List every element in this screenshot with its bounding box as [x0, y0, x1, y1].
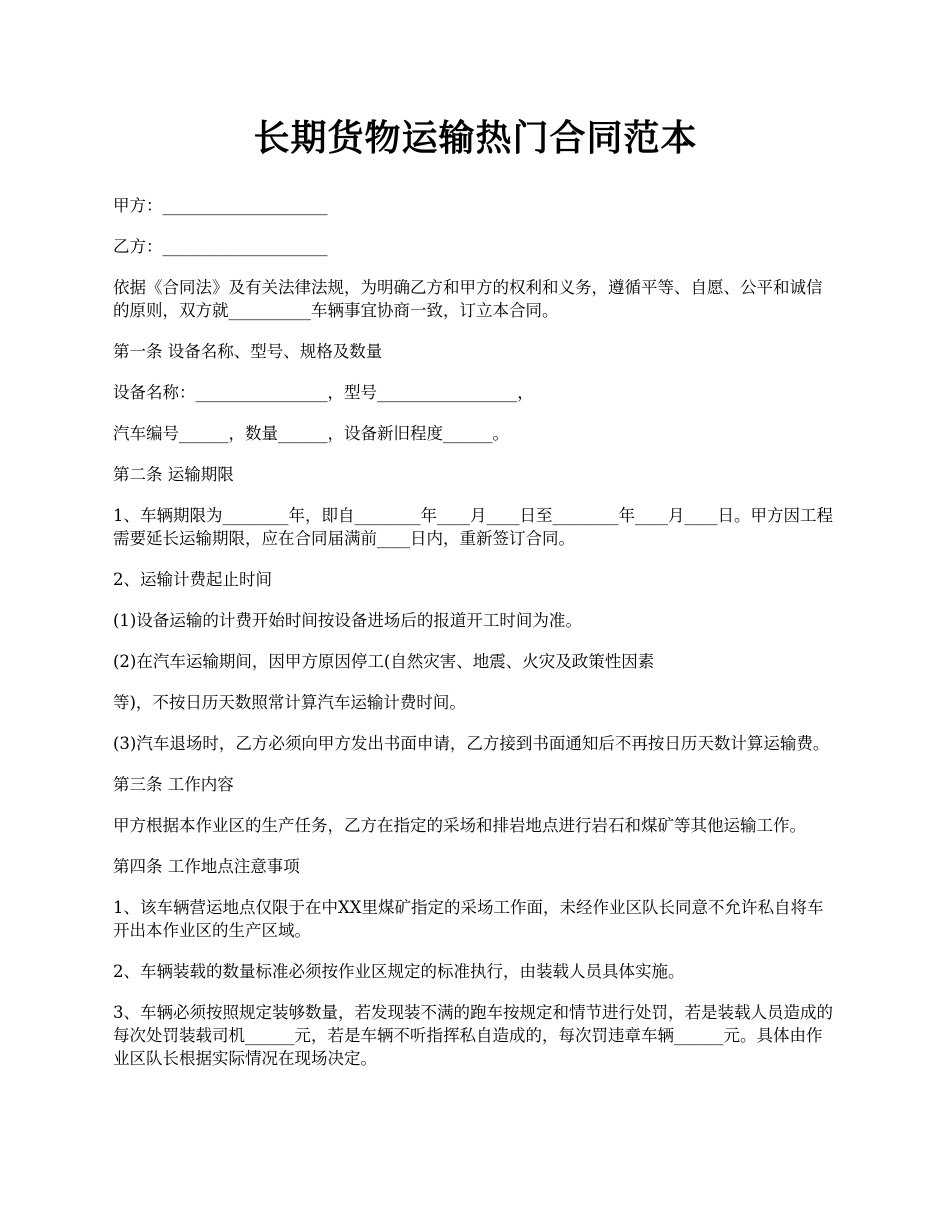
party-b-line: 乙方：____________________	[113, 237, 328, 256]
billing-period-heading: 2、运输计费起止时间	[113, 570, 272, 589]
work-site-clause-3: 3、车辆必须按照规定装够数量，若发现装不满的跑车按规定和情节进行处罚，若是装载人员造成的每次处罚装载司机______元，若是车辆不听指挥私自造成的，每次罚违章车辆______元。具体由作业区队长根据实际情况在现场决定。	[113, 1003, 833, 1068]
vehicle-number-line: 汽车编号______，数量______，设备新旧程度______。	[113, 424, 509, 443]
billing-clause-1: (1)设备运输的计费开始时间按设备进场后的报道开工时间为准。	[113, 611, 582, 630]
equipment-name-line: 设备名称：________________，型号_________________，	[113, 383, 534, 402]
billing-clause-2-continued: 等)，不按日历天数照常计算汽车运输计费时间。	[113, 693, 466, 712]
party-a-line: 甲方：____________________	[113, 196, 328, 215]
article-2-heading: 第二条 运输期限	[113, 465, 234, 484]
billing-clause-2: (2)在汽车运输期间，因甲方原因停工(自然灾害、地震、火灾及政策性因素	[113, 652, 655, 671]
document-title: 长期货物运输热门合同范本	[253, 117, 698, 159]
document-page	[113, 112, 838, 1088]
work-site-clause-2: 2、车辆装载的数量标准必须按作业区规定的标准执行，由装载人员具体实施。	[113, 962, 685, 981]
preamble-paragraph: 依据《合同法》及有关法律法规，为明确乙方和甲方的权利和义务，遵循平等、自愿、公平和诚信的原则，双方就__________车辆事宜协商一致，订立本合同。	[113, 278, 823, 320]
work-site-clause-1: 1、该车辆营运地点仅限于在中XX里煤矿指定的采场工作面，未经作业区队长同意不允许私自将车开出本作业区的生产区域。	[113, 898, 824, 940]
article-3-heading: 第三条 工作内容	[113, 775, 234, 794]
article-4-heading: 第四条 工作地点注意事项	[113, 857, 300, 876]
billing-clause-3: (3)汽车退场时，乙方必须向甲方发出书面申请，乙方接到书面通知后不再按日历天数计算运输费。	[113, 734, 830, 753]
transport-period-paragraph: 1、车辆期限为________年，即自________年____月____日至________年____月____日。甲方因工程需要延长运输期限，应在合同届满前____日内，重新签订合同。	[113, 506, 833, 548]
article-1-heading: 第一条 设备名称、型号、规格及数量	[113, 342, 383, 361]
work-content-paragraph: 甲方根据本作业区的生产任务，乙方在指定的采场和排岩地点进行岩石和煤矿等其他运输工作。	[113, 816, 806, 835]
